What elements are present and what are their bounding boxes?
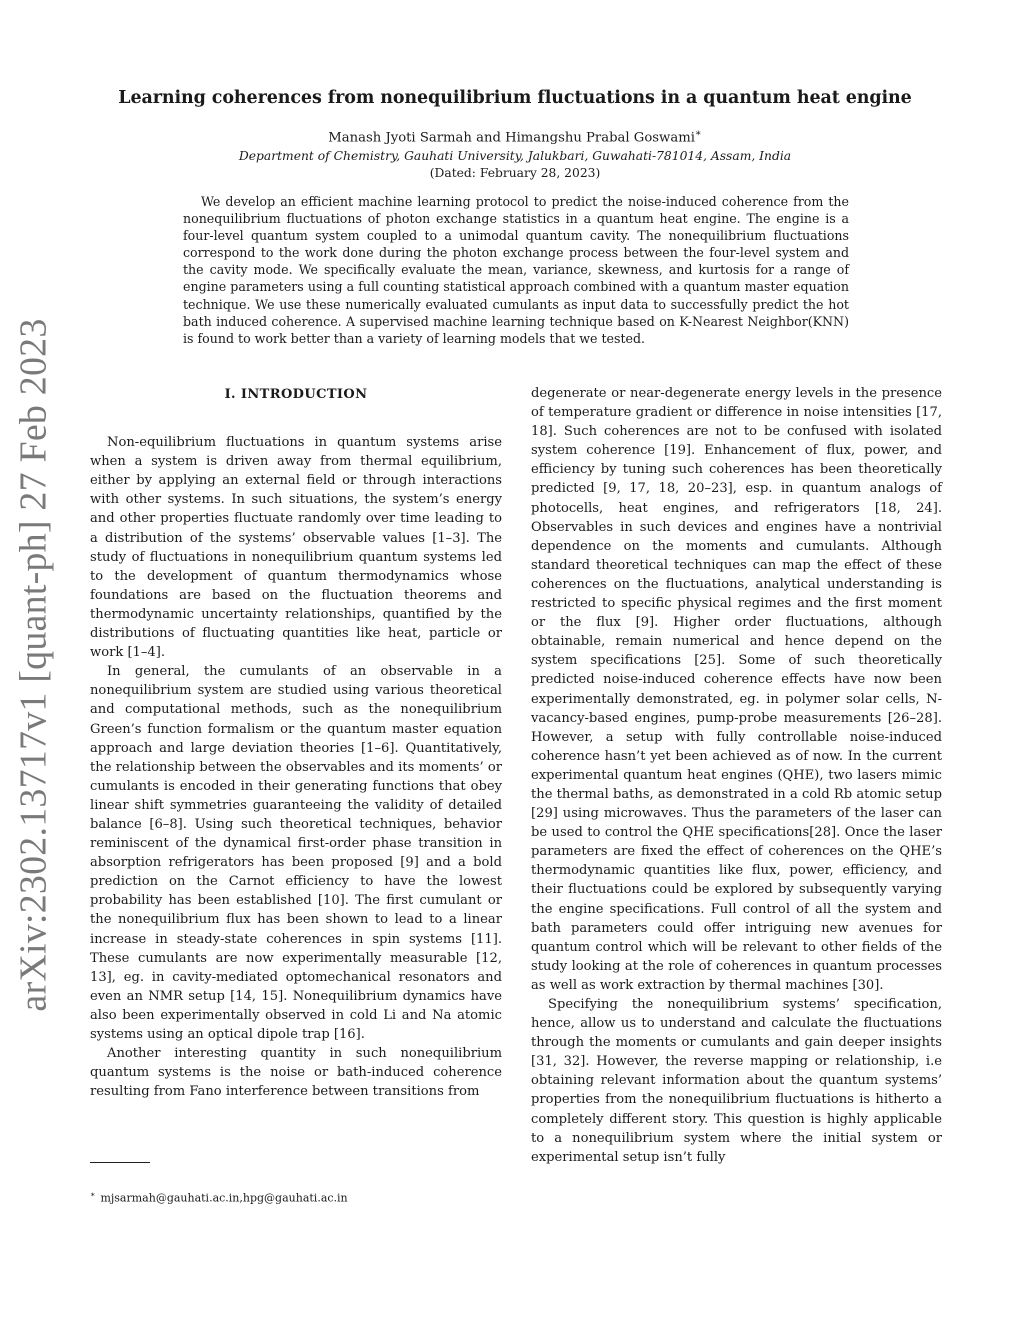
body-paragraph: degenerate or near-degenerate energy levels in the presence of temperature gradient or difference in noise intensities [17, 18]. Such coherences are not to be confused with isolated system coherence [19]. Enhancement of flux, power, and efficiency by tuning such coherences has been theoretically predicted [9, 17, 18, 20–23], esp. in quantum analogs of photocells, heat engines, and refrigerators [18, 24]. Observables in such devices and engines have a nontrivial dependence on the moments and cumulants. Although standard theoretical techniques can map the effect of these coherences on the fluctuations, analytical understanding is restricted to specific physical regimes and the first moment or the flux [9]. Higher order fluctuations, although obtainable, remain numerical and hence depend on the system specifications [25]. Some of such theoretically predicted noise-induced coherence effects have now been experimentally demonstrated, eg. in polymer solar cells, N-vacancy-based engines, pump-probe measurements [26–28]. However, a setup with fully controllable noise-induced coherence hasn’t yet been achieved as of now. In the current experimental quantum heat engines (QHE), two lasers mimic the thermal baths, as demonstrated in a cold Rb atomic setup [29] using microwaves. Thus the parameters of the laser can be used to control the QHE specifications[28]. Once the laser parameters are fixed the effect of coherences on the QHE’s thermodynamic quantities like flux, power, efficiency, and their fluctuations could be explored by subsequently varying the engine specifications. Full control of all the system and bath parameters could offer intriguing new avenues for quantum control which will be relevant to other fields of the study looking at the role of coherences in quantum processes as well as work extraction by thermal machines [30]. [531, 386, 942, 993]
body-paragraph: Another interesting quantity in such nonequilibrium quantum systems is the noise or bath-induced coherence resulting from Fano interference between transitions from [90, 1046, 502, 1100]
arxiv-side-stamp [8, 318, 60, 1012]
arxiv-identifier: arXiv:2302.13717v1 [quant-ph] 27 Feb 2023 [13, 318, 56, 1012]
affiliation: Department of Chemistry, Gauhati University, Jalukbari, Guwahati-781014, Assam, India [238, 149, 792, 163]
right-column [531, 384, 942, 1167]
date-line: (Dated: February 28, 2023) [429, 166, 601, 180]
left-column [90, 384, 502, 1101]
body-paragraph: Specifying the nonequilibrium systems’ specification, hence, allow us to understand and calculate the fluctuations through the moments or cumulants and gain deeper insights [31, 32]. However, the reverse mapping or relationship, i.e obtaining relevant information about the quantum systems’ properties from the nonequilibrium fluctuations is hitherto a completely different story. This question is highly applicable to a nonequilibrium system where the initial system or experimental setup isn’t fully [531, 997, 942, 1165]
author-line [90, 128, 940, 145]
footnote [90, 1190, 502, 1205]
paper-title: Learning coherences from nonequilibrium fluctuations in a quantum heat engine [118, 88, 912, 108]
footnote-email[interactable]: mjsarmah@gauhati.ac.in,hpg@gauhati.ac.in [100, 1191, 348, 1205]
author-names: Manash Jyoti Sarmah and Himangshu Prabal Goswami [328, 130, 695, 146]
footnote-divider [90, 1162, 150, 1163]
abstract: We develop an efficient machine learning protocol to predict the noise-induced coherence from the nonequilibrium fluctuations of photon exchange statistics in a quantum heat engine. The engine is a four-level quantum system coupled to a unimodal quantum cavity. The nonequilibrium fluctuations correspond to the work done during the photon exchange process between the four-level system and the cavity mode. We specifically evaluate the mean, variance, skewness, and kurtosis for a range of engine parameters using a full counting statistical approach combined with a quantum master equation technique. We use these numerically evaluated cumulants as input data to successfully predict the hot bath induced coherence. A supervised machine learning technique based on K-Nearest Neighbor(KNN) is found to work better than a variety of learning models that we tested. [183, 194, 849, 346]
corresponding-author-marker: ∗ [694, 128, 702, 139]
body-paragraph: In general, the cumulants of an observable in a nonequilibrium system are studied using various theoretical and computational methods, such as the nonequilibrium Green’s function formalism or the quantum master equation approach and large deviation theories [1–6]. Quantitatively, the relationship between the observables and its moments’ or cumulants is encoded in their generating functions that obey linear shift symmetries guaranteeing the validity of detailed balance [6–8]. Using such theoretical techniques, behavior reminiscent of the dynamical first-order phase transition in absorption refrigerators has been proposed [9] and a bold prediction on the Carnot efficiency to have the lowest probability has been established [10]. The first cumulant or the nonequilibrium flux has been shown to lead to a linear increase in steady-state coherences in spin systems [11]. These cumulants are now experimentally measurable [12, 13], eg. in cavity-mediated optomechanical resonators and even an NMR setup [14, 15]. Nonequilibrium dynamics have also been experimentally observed in cold Li and Na atomic systems using an optical dipole trap [16]. [90, 664, 502, 1042]
body-paragraph: Non-equilibrium fluctuations in quantum systems arise when a system is driven away from thermal equilibrium, either by applying an external field or through interactions with other systems. In such situations, the system’s energy and other properties fluctuate randomly over time leading to a distribution of the systems’ observable values [1–3]. The study of fluctuations in nonequilibrium quantum systems led to the development of quantum thermodynamics whose foundations are based on the fluctuation theorems and thermodynamic uncertainty relationships, quantified by the distributions of fluctuating quantities like heat, particle or work [1–4]. [90, 435, 502, 661]
footnote-marker: ∗ [90, 1190, 96, 1199]
section-heading-introduction: I. INTRODUCTION [224, 387, 368, 402]
